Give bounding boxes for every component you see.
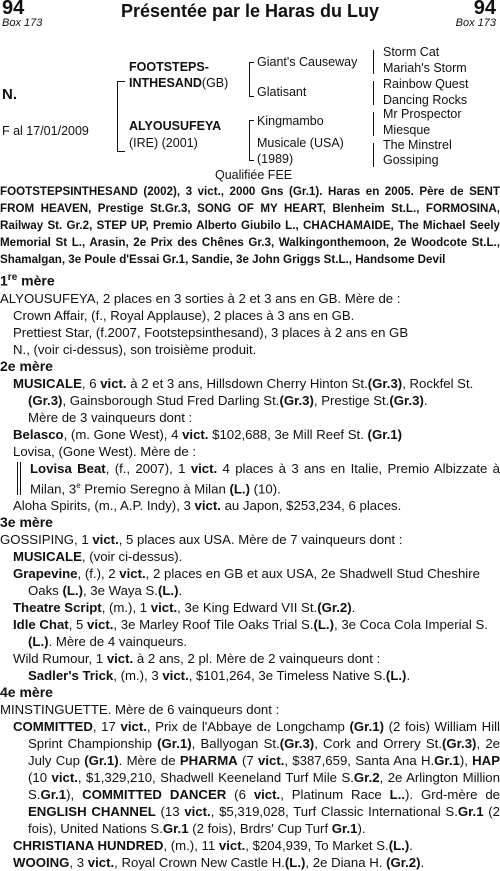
t: , (f.), 2 [77, 566, 120, 582]
t: , 2e Arlington Million S. [28, 770, 500, 803]
first-dam-heading-base: 1 [0, 272, 8, 289]
t: , 2 places en GB et aux USA, 2e Shadwell Stud Cheshire Oaks [28, 566, 480, 599]
main-bracket-line [117, 81, 118, 151]
horse-name: N. [2, 86, 17, 103]
grapevine-entry [0, 565, 500, 599]
sire-name-line2: INTHESAND [129, 76, 202, 90]
t: vict. [150, 600, 178, 616]
t: , Cork and Orrery St. [314, 736, 442, 752]
sire-summary: FOOTSTEPSINTHESAND (2002), 3 vict., 2000 Gns (Gr.1). Haras en 2005. Père de SENT FROM HEAVEN, Prestige St.Gr.3, SONG OF MY HEART, Blenheim St.L., FORMOSINA, Railway St. Gr.2, STEP UP, Premio Alberto Giubilo L., CHACHAMAIDE, The Michael Seely Memorial St L., Arasin, 2e Prix des Chênes Gr.3, Walkingonthemoon, 2e Woodcote St.L., Shamalgan, 3e Poule d'Essai Gr.1, Sandie, 3e John Griggs St.L., Handsome Devil [0, 185, 500, 266]
page-number-left: 94 [2, 0, 25, 19]
t: vict. [218, 838, 246, 854]
bracket-dd [373, 143, 374, 167]
t: Sadler's Trick [28, 668, 114, 684]
page-title: Présentée par le Haras du Luy [120, 1, 380, 21]
t: (7 [237, 753, 258, 769]
t: vict. [100, 375, 127, 391]
t: , 3 [69, 855, 88, 871]
t: (L.) [28, 634, 49, 650]
t: , (f., 2007), 1 [105, 460, 191, 476]
t: Theatre Script [13, 600, 102, 616]
sire-bracket-bottom [249, 96, 254, 97]
t: , $101,264, 3e Timeless Native S. [188, 668, 386, 684]
t: , 17 [92, 719, 121, 735]
t: au Japon, $253,234, 6 places. [220, 498, 402, 514]
t: vict. [51, 770, 78, 786]
t: (Gr.1) [84, 753, 119, 769]
first-dam-produce-1: Crown Affair, (f., Royal Applause), 2 places à 3 ans en GB. [13, 307, 355, 323]
page-number-right: 94 [473, 0, 496, 19]
t: vict. [184, 804, 211, 820]
t: MUSICALE [13, 549, 82, 565]
fourth-dam-heading: 4e mère [0, 684, 53, 701]
t: ). Grd-mère de [405, 787, 500, 803]
box-label-left: Box 173 [2, 17, 43, 29]
first-dam-produce-2: Prettiest Star, (f.2007, Footstepsinthesand), 3 places à 2 ans en GB [13, 324, 409, 340]
ddd: Gossiping [383, 153, 439, 167]
t: ), [459, 753, 473, 769]
t: (Gr.3) [367, 375, 403, 391]
first-dam-heading-sup: re [7, 272, 18, 283]
t: vict. [194, 498, 221, 514]
t: (L.) [62, 583, 83, 599]
t: Wild Rumour, 1 [13, 651, 107, 667]
ssd: Mariah's Storm [383, 61, 467, 75]
dam-name: ALYOUSUFEYA [129, 119, 222, 133]
t: . [409, 838, 413, 854]
t: , (m. Gone West), 4 [63, 426, 183, 442]
bracket-ds [373, 112, 374, 136]
t: , Gainsborough Stud Fred Darling St. [62, 392, 280, 408]
dam-bracket-bottom [249, 160, 254, 161]
t: ), [66, 787, 83, 803]
t: , (m.), 3 [113, 668, 163, 684]
t: (Gr.3) [28, 392, 63, 408]
t: (10 [28, 770, 52, 786]
t: (Gr.3) [389, 392, 424, 408]
t: , Rockfel St. [402, 375, 474, 391]
t: vict. [253, 787, 281, 803]
catalogue-text [0, 183, 500, 871]
christiana-hundred-entry [0, 837, 500, 854]
t: (Gr.1) [157, 736, 192, 752]
sadlers-trick-entry [0, 667, 500, 684]
t: vict. [92, 532, 119, 548]
wild-rumour-entry [0, 650, 500, 667]
t: , (voir ci-dessus). [81, 549, 183, 565]
dam-bracket [249, 120, 250, 160]
main-bracket-bottom [117, 151, 125, 152]
box-label-right: Box 173 [455, 17, 496, 29]
t: HAP [472, 753, 500, 769]
sire-bracket [249, 62, 250, 96]
t: (Gr.2) [386, 855, 421, 871]
sire-bracket-top [249, 62, 254, 63]
t: (2 fois), United Nations S. [28, 804, 500, 837]
dss: Mr Prospector [383, 107, 462, 121]
third-dam-heading: 3e mère [0, 514, 53, 531]
t: , 3e King Edward VII St. [177, 600, 318, 616]
first-dam-heading-rest: mère [17, 272, 55, 289]
lovisa-beat-entry [0, 460, 500, 497]
t: . [406, 668, 411, 684]
t: Aloha Spirits, (m., A.P. Indy), 3 [13, 498, 195, 514]
t: (Gr.1) [349, 719, 384, 735]
dam-sire: Kingmambo [257, 114, 324, 128]
bracket-ss [373, 50, 374, 74]
t: COMMITTED DANCER [82, 787, 227, 803]
t: GOSSIPING, 1 [0, 532, 93, 548]
t: Gr.1 [331, 821, 358, 837]
dds: The Minstrel [383, 138, 452, 152]
t: (Gr.3) [442, 736, 477, 752]
t: (L.) [284, 855, 306, 871]
gossiping-entry [0, 531, 500, 548]
t: Gr.1 [434, 753, 460, 769]
t: . [351, 600, 356, 616]
t: Gr.2 [353, 770, 380, 786]
t: (Gr.3) [279, 736, 315, 752]
dam-dam-line2: (1989) [257, 152, 294, 166]
sire-name-line1: FOOTSTEPS- [129, 60, 209, 74]
first-dam-intro: ALYOUSUFEYA, 2 places en 3 sorties à 2 et 3 ans en GB. Mère de : [0, 290, 401, 306]
t: L.. [389, 787, 406, 803]
t: 4 places à 3 ans en Italie, Premio Albizzate à Milan, 3 [30, 460, 500, 497]
t: à 2 ans, 2 pl. Mère de 2 vainqueurs dont : [133, 651, 381, 667]
second-dam-heading: 2e mère [0, 357, 53, 374]
t: , 6 [81, 375, 101, 391]
t: , 2e Diana H. [305, 855, 387, 871]
t: $102,688, 3e Mill Reef St. [208, 426, 368, 442]
t: vict. [190, 460, 218, 476]
t: , 5 places aux USA. Mère de 7 vainqueurs dont : [118, 532, 403, 548]
t: . [420, 855, 425, 871]
t: , $5,319,028, Turf Classic International S. [210, 804, 458, 820]
wooing-entry [0, 854, 500, 871]
t: (L.) [388, 838, 410, 854]
t: . Mère de [118, 753, 180, 769]
t: Gr.1 [457, 804, 484, 820]
t: (6 [226, 787, 254, 803]
t: , Platinum Race [280, 787, 390, 803]
t: (L.) [229, 481, 250, 497]
t: Premio Seregno à Milan [80, 481, 230, 497]
idle-chat-entry [0, 616, 500, 650]
t: (L.) [157, 583, 179, 599]
t: (13 [155, 804, 185, 820]
t: , (m.), 1 [101, 600, 151, 616]
t: vict. [257, 753, 285, 769]
sss: Storm Cat [383, 45, 440, 59]
lovisa-beat-name: Lovisa Beat [30, 460, 106, 476]
t: ). [357, 821, 366, 837]
t: , 2e July Cup [28, 736, 500, 769]
t: ENGLISH CHANNEL [28, 804, 156, 820]
t: CHRISTIANA HUNDRED [13, 838, 164, 854]
t: , 3e Coca Cola Imperial S. [334, 617, 488, 633]
dsd: Miesque [383, 123, 431, 137]
dam-detail: (IRE) (2001) [129, 136, 198, 150]
t: (L.) [385, 668, 407, 684]
theatre-script-entry [0, 599, 500, 616]
t: , 5 [68, 617, 88, 633]
t: vict. [87, 617, 114, 633]
t: , Ballyogan St. [191, 736, 280, 752]
t: PHARMA [179, 753, 238, 769]
dam-bracket-top [249, 120, 254, 121]
t: vict. [120, 719, 147, 735]
t: vict. [162, 668, 189, 684]
dam-dam-line1: Musicale (USA) [257, 136, 344, 150]
t: Gr.1 [40, 787, 67, 803]
t: (L.) [313, 617, 334, 633]
t: , (m.), 11 [163, 838, 219, 854]
minstinguette-entry: MINSTINGUETTE. Mère de 6 vainqueurs dont : [0, 702, 280, 718]
musicale-name: MUSICALE [13, 375, 82, 391]
t: Mère de 3 vainqueurs dont : [28, 409, 193, 425]
aloha-entry [0, 497, 500, 514]
first-dam-produce-3: N., (voir ci-dessus), son troisième produit. [13, 341, 257, 357]
t: . [178, 583, 183, 599]
t: e [76, 480, 81, 490]
sire-country: (GB) [201, 76, 229, 90]
musicale-ref [0, 548, 500, 565]
t: , $204,939, To Market S. [245, 838, 389, 854]
t: (Gr.1) [367, 426, 402, 442]
t: COMMITTED [13, 719, 93, 735]
sire-sire: Giant's Causeway [257, 55, 358, 69]
t: , Prestige St. [313, 392, 390, 408]
t: à 2 et 3 ans, Hillsdown Cherry Hinton St. [126, 375, 368, 391]
t: (Gr.3) [279, 392, 314, 408]
t: vict. [106, 651, 134, 667]
t: , Royal Crown New Castle H. [114, 855, 285, 871]
sds: Rainbow Quest [383, 77, 469, 91]
t: vict. [87, 855, 115, 871]
t: (Gr.2) [317, 600, 352, 616]
t: , $387,659, Santa Ana H. [284, 753, 435, 769]
sdd: Dancing Rocks [383, 93, 468, 107]
qualification: Qualifiée FEE [215, 168, 293, 182]
sire-dam: Glatisant [257, 85, 307, 99]
musicale-entry [0, 375, 500, 426]
horse-details: F al 17/01/2009 [2, 124, 89, 138]
t: vict. [182, 426, 209, 442]
t: (2 fois), Brdrs' Cup Turf [188, 821, 332, 837]
first-dam-heading [0, 269, 500, 290]
t: Idle Chat [13, 617, 69, 633]
t: , 3e Waya S. [82, 583, 158, 599]
t: , 3e Marley Roof Tile Oaks Trial S. [113, 617, 314, 633]
t: . [423, 392, 428, 408]
t: Grapevine [13, 566, 78, 582]
t: (2 fois) William Hill Sprint Championship [28, 719, 500, 752]
t: . Mère de 4 vainqueurs. [48, 634, 188, 650]
t: (10). [249, 481, 281, 497]
belasco-entry [0, 426, 500, 443]
t: WOOING [13, 855, 70, 871]
lovisa-entry: Lovisa, (Gone West). Mère de : [13, 443, 196, 459]
committed-entry [0, 718, 500, 837]
belasco-name: Belasco [13, 426, 64, 442]
main-bracket-top [117, 81, 125, 82]
t: , $1,329,210, Shadwell Keeneland Turf Mile S. [77, 770, 354, 786]
t: Gr.1 [162, 821, 189, 837]
bracket-sd [373, 81, 374, 105]
t: vict. [119, 566, 146, 582]
t: , Prix de l'Abbaye de Longchamp [146, 719, 350, 735]
